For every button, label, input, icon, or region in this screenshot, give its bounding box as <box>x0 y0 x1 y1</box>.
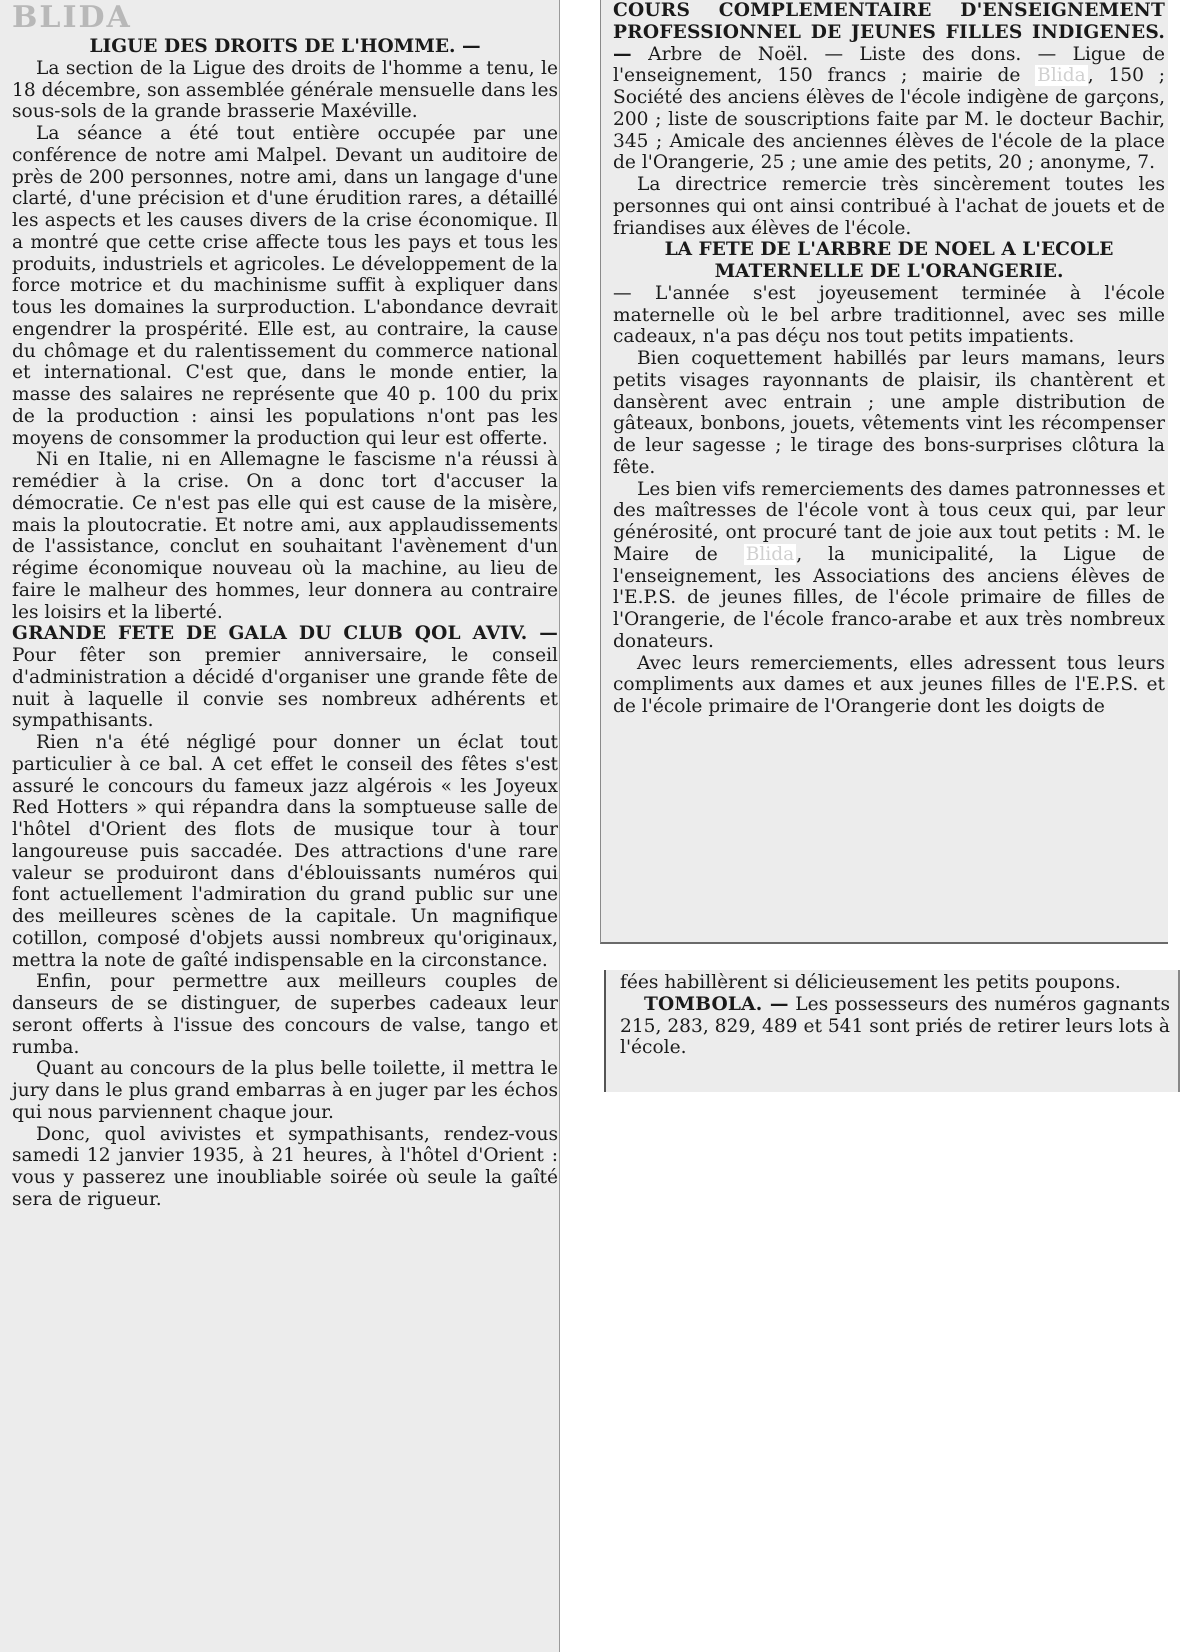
paragraph-text: Les possesseurs des numéros gagnants 215, 283, 829, 489 et 541 sont priés de retirer leurs lots à l'école. <box>620 993 1170 1059</box>
paragraph: La section de la Ligue des droits de l'homme a tenu, le 18 décembre, son assemblée générale mensuelle dans les sous-sols de la grande brasserie Maxéville. <box>12 57 558 123</box>
paragraph: Ni en Italie, ni en Allemagne le fascisme n'a réussi à remédier à la crise. On a donc tort d'accuser la démocratie. Ce n'est pas elle qui est cause de la misère, mais la ploutocratie. Et notre ami, aux applaudissements de l'assistance, conclut en souhaitant l'avènement d'un régime économique nouveau où la machine, au lieu de faire le malheur des hommes, leur donnera au contraire les loisirs et la liberté. <box>12 449 558 623</box>
paragraph: La séance a été tout entière occupée par une conférence de notre ami Malpel. Devant un auditoire de près de 200 personnes, notre ami, dans un langage d'une clarté, d'une précision et d'une érudition rares, a détaillé les aspects et les causes divers de la crise économique. Il a montré que cette crise affecte tous les pays et tous les produits, industriels et agricoles. Le développement de la force motrice et du machinisme suffit à expliquer dans tous les domaines la surproduction. L'abondance devrait engendrer la prospérité. Elle est, au contraire, la cause du chômage et du ralentissement du commerce national et international. C'est que, dans le monde entier, la masse des salaires ne représente que 40 p. 100 du prix de la production : ainsi les populations n'ont pas les moyens de consommer la production qui leur est offerte. <box>12 123 558 449</box>
highlighted-search-term: Blida <box>745 543 795 565</box>
left-column <box>12 0 558 1211</box>
headline-club-qol-aviv: GRANDE FETE DE GALA DU CLUB QOL AVIV. — <box>12 623 558 645</box>
paragraph: Donc, quol avivistes et sympathisants, rendez-vous samedi 12 janvier 1935, à 21 heures, à l'hôtel d'Orient : vous y passerez une inoubliable soirée où seule la gaîté sera de rigueur. <box>12 1123 558 1210</box>
article-club-qol-aviv <box>12 623 558 732</box>
paragraph-text: , 150 ; Société des anciens élèves de l'école indigène de garçons, 200 ; liste de souscriptions faite par M. le docteur Bachir, 345 ; Amicale des anciennes élèves de l'école de la place de l'Orangerie, 25 ; une amie des petits, 20 ; anonyme, 7. <box>613 65 1165 174</box>
paragraph: Rien n'a été négligé pour donner un éclat tout particulier à ce bal. A cet effet le conseil des fêtes s'est assuré le concours du fameux jazz algérois « les Joyeux Red Hotters » qui répandra dans la somptueuse salle de l'hôtel d'Orient des flots de musique tour à tour langoureuse puis saccadée. Des attractions d'une rare valeur se produiront dans d'éblouissants numéros qui font actuellement l'admiration du grand public sur une des meilleures scènes de la capitale. Un magnifique cotillon, composé d'objets aussi nombreux qu'originaux, mettra la note de gaîté indispensable en la circonstance. <box>12 732 558 971</box>
paragraph-text: Arbre de Noël. — Liste des dons. — Ligue de l'enseignement, 150 francs ; mairie de <box>613 43 1165 87</box>
article-cours-complementaire <box>613 0 1165 174</box>
paragraph: Quant au concours de la plus belle toilette, il mettra le jury dans le plus grand embarras à en juger par les échos qui nous parviennent chaque jour. <box>12 1058 558 1123</box>
paragraph: fées habillèrent si délicieusement les petits poupons. <box>620 972 1121 993</box>
article-clipping-right-top <box>600 0 1168 944</box>
right-column <box>613 0 1165 718</box>
paragraph-text: , la municipalité, la Ligue de l'enseignement, les Associations des anciens élèves de l'E.P.S. de jeunes filles, de l'école primaire de filles de l'Orangerie, de l'école franco-arabe et aux très nombreux donateurs. <box>613 543 1165 652</box>
masthead-town: BLIDA <box>12 0 132 35</box>
right-bottom-column <box>620 972 1170 1059</box>
article-clipping-right-bottom <box>604 970 1180 1092</box>
highlighted-search-term: Blida <box>1037 65 1086 87</box>
article-tombola <box>620 994 1170 1059</box>
paragraph-text: Pour fêter son premier anniversaire, le conseil d'administration a décidé d'organiser une grande fête de nuit à laquelle il convie ses nombreux adhérents et sympathisants. <box>12 645 558 732</box>
headline-tombola: TOMBOLA. — <box>644 993 789 1015</box>
paragraph: Enfin, pour permettre aux meilleurs couples de danseurs de se distinguer, de superbes cadeaux leur seront offerts à l'issue des concours de valse, tango et rumba. <box>12 971 558 1058</box>
paragraph: La directrice remercie très sincèrement toutes les personnes qui ont ainsi contribué à l'achat de jouets et de friandises aux élèves de l'école. <box>613 174 1165 239</box>
headline-ligue-droits-homme: LIGUE DES DROITS DE L'HOMME. — <box>89 36 481 57</box>
paragraph: Avec leurs remerciements, elles adressent tous leurs compliments aux dames et aux jeunes filles de l'E.P.S. et de l'école primaire de l'Orangerie dont les doigts de <box>613 652 1165 717</box>
paragraph: — L'année s'est joyeusement terminée à l'école maternelle où le bel arbre traditionnel, avec ses mille cadeaux, n'a pas déçu nos tout petits impatients. <box>613 282 1165 348</box>
headline-arbre-de-noel: LA FETE DE L'ARBRE DE NOEL A L'ECOLE MATERNELLE DE L'ORANGERIE. <box>664 239 1114 282</box>
paragraph <box>613 479 1165 653</box>
paragraph: Bien coquettement habillés par leurs mamans, leurs petits visages rayonnants de plaisir, ils chantèrent et dansèrent avec entrain ; une ample distribution de gâteaux, bonbons, jouets, vêtements vint les récompenser de leur sagesse ; le tirage des bons-surprises clôtura la fête. <box>613 348 1165 478</box>
paragraph-text: Les bien vifs remerciements des dames patronnesses et des maîtresses de l'école vont à tous ceux qui, par leur générosité, ont procuré tant de joie aux tout petits : M. le Maire de <box>613 478 1165 565</box>
article-clipping-left <box>0 0 560 1652</box>
headline-cours-complementaire: COURS COMPLEMENTAIRE D'ENSEIGNEMENT PROFESSIONNEL DE JEUNES FILLES INDIGENES. — <box>613 0 1165 65</box>
